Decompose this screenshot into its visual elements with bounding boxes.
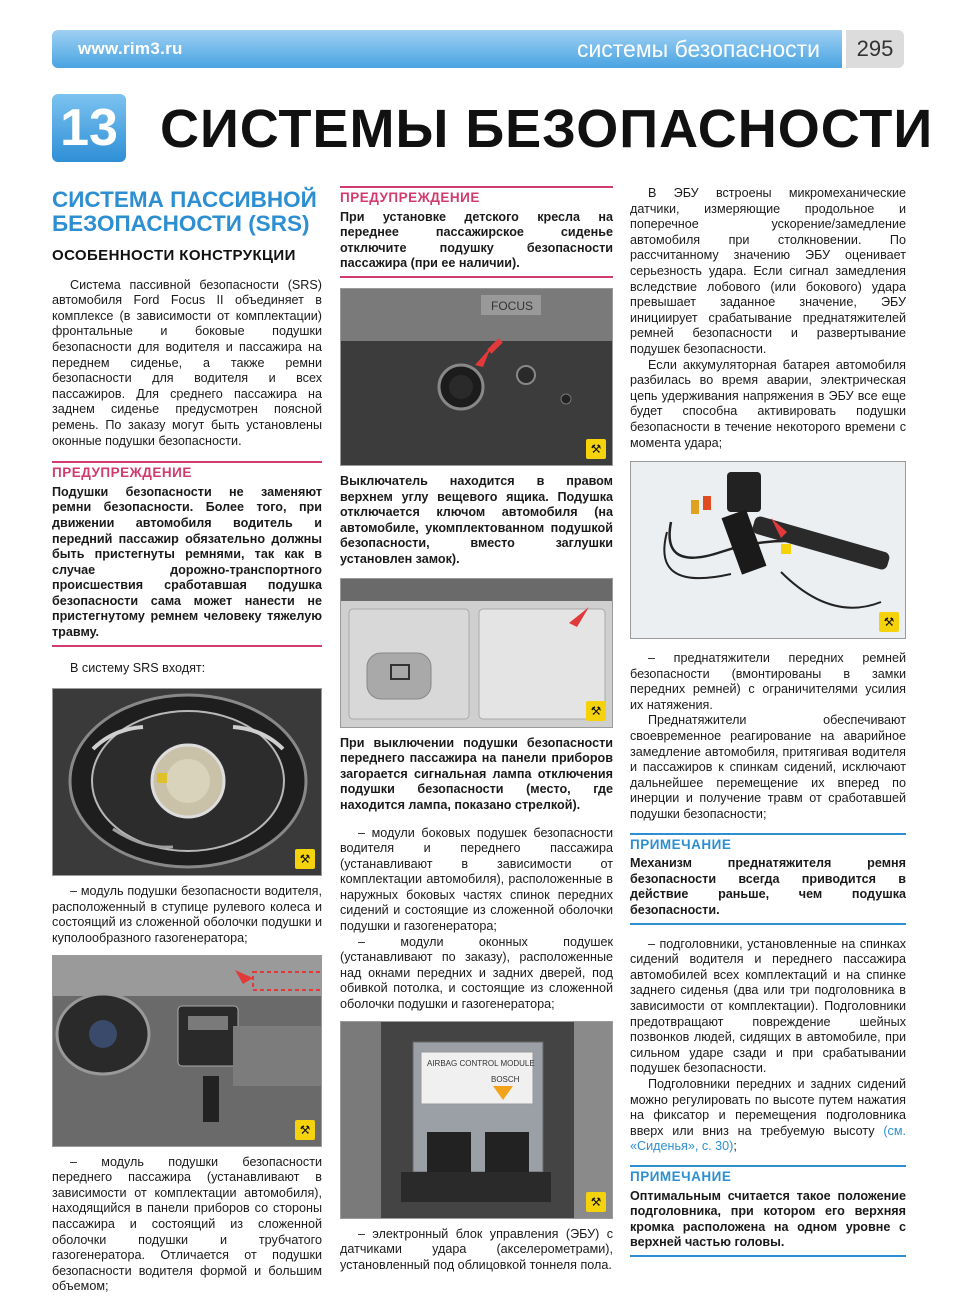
warning-label: ПРЕДУПРЕЖДЕНИЕ: [340, 190, 480, 205]
caption-airbag-lamp: При выключении подушки безопасности переднего пассажира на панели приборов загорается сигнальная лампа отключения подушки безопасности (место, где находится лампа, показано стрелкой).: [340, 735, 613, 812]
ecu-brand-text: BOSCH: [491, 1074, 520, 1084]
note-label: ПРИМЕЧАНИЕ: [630, 836, 732, 852]
headrest-adjust-end: ;: [733, 1139, 737, 1154]
photo-ecu: [340, 1021, 613, 1219]
wrench-icon: ⚒: [295, 849, 315, 869]
wrench-icon: ⚒: [879, 612, 899, 632]
glovebox-badge-text: FOCUS: [491, 298, 533, 313]
srs-includes-text: В систему SRS входят:: [70, 660, 206, 675]
ecu-label-text: AIRBAG CONTROL MODULE: [427, 1058, 535, 1068]
note-text: Оптимальным считается такое положение подголовника, при котором его верхняя кромка расположена на одном уровне с верхней частью головы.: [630, 1189, 906, 1257]
item-pretensioners: – преднатяжители передних ремней безопасности (вмонтированы в замки передних ремней) с ограничителями усилия их натяжения.: [630, 651, 906, 712]
section-heading: [52, 188, 322, 236]
item-headrests: – подголовники, установленные на спинках сидений водителя и переднего пассажира автомобилей всех комплектаций и на спинке заднего сиденья (два или три подголовника в зависимости от комплектации). Подголовники предотвращают повреждение шейных позвонков людей, сидящих в автомобиле, при сильном ударе сзади и при срабатывании подушек безопасности.: [630, 936, 906, 1076]
caption-airbag-switch: Выключатель находится в правом верхнем углу вещевого ящика. Подушка отключается ключом автомобиля (на автомобиле, укомплектованном подушкой безопасности, вместо заглушки установлен замок).: [340, 473, 613, 566]
photo-pretensioner: [630, 461, 906, 639]
photo-airbag-lamp: [340, 578, 613, 728]
wrench-icon: ⚒: [586, 439, 606, 459]
wrench-icon: ⚒: [295, 1120, 315, 1140]
headrest-adjust-text: Подголовники передних и задних сидений можно регулировать по высоте путем нажатия на фиксатор и перемещения подголовника вверх или вниз на требуемую высоту: [630, 1076, 906, 1138]
pretensioner-illustration: [631, 462, 906, 638]
ecu-illustration: [341, 1022, 613, 1218]
warning-text: При установке детского кресла на переднее пассажирское сиденье отключите подушку безопасности пассажира (при ее наличии).: [340, 210, 613, 278]
item-ecu: – электронный блок управления (ЭБУ) с датчиками удара (акселерометрами), установленный под облицовкой тоннеля пола.: [340, 1226, 613, 1272]
warning-box: [52, 461, 322, 647]
photo-airbag-switch: [340, 288, 613, 466]
item-driver-airbag: – модуль подушки безопасности водителя, расположенный в ступице рулевого колеса и состоящий из сложенной оболочки подушки и куполообразного газогенератора;: [52, 884, 322, 946]
site-url[interactable]: www.rim3.ru: [78, 39, 183, 58]
column-2: [340, 186, 613, 1273]
pretensioners-description: Преднатяжители обеспечивают своевременное реагирование на аварийное замедление автомобиля, притягивая водителя и пассажиров к спинкам сидений, исключают дальнейшее перемещение их вперед по инерции и получение травм от сработавшей подушки безопасности;: [630, 713, 906, 822]
photo-driver-airbag: [52, 688, 322, 876]
seats-reference-link[interactable]: (см. «Сиденья», с. 30): [630, 1123, 906, 1154]
note-box-pretensioner: [630, 833, 906, 925]
glovebox-switch-illustration: [341, 289, 613, 465]
ecu-description: В ЭБУ встроены микромеханические датчики, измеряющие продольное и поперечное ускорение/замедление автомобиля при столкновении. По рассчитанному значению ЭБУ оценивает серьезность удара. Если сигнал замедления вследствие лобового (или бокового) удара превышает заданное значение, ЭБУ инициирует срабатывание преднатяжителей ремней безопасности и развертывание подушек безопасности.: [630, 186, 906, 356]
chapter-number-badge: 13: [52, 94, 126, 162]
chapter-title: СИСТЕМЫ БЕЗОПАСНОСТИ: [160, 99, 934, 159]
item-side-airbags: – модули боковых подушек безопасности водителя и переднего пассажира (устанавливают в зависимости от комплектации автомобиля), расположенные в наружных боковых частях спинок передних сидений и состоящие из сложенной оболочки подушки и газогенератора;: [340, 825, 613, 934]
intro-paragraph: Система пассивной безопасности (SRS) автомобиля Ford Focus II объединяет в комплексе (в зависимости от комплектации) фронтальные и боковые подушки безопасности для водителя и пассажира на переднем сиденье, а также ремни безопасности для водителя и всех пассажиров. Для среднего пассажира на заднем сиденье предусмотрен поясной ремень. По заказу могут быть установлены оконные подушки безопасности.: [52, 277, 322, 448]
warning-box-child-seat: [340, 186, 613, 278]
item-window-airbags: – модули оконных подушек (устанавливают по заказу), расположенные над окнами передних и задних дверей, под обивкой потолка, и состоящие из сложенной оболочки подушки и газогенератора;: [340, 934, 613, 1012]
wrench-icon: ⚒: [586, 701, 606, 721]
headrest-adjust-paragraph: [630, 1077, 906, 1155]
section-heading-line-1: СИСТЕМА ПАССИВНОЙ: [52, 187, 317, 212]
section-heading-line-2: БЕЗОПАСНОСТИ (SRS): [52, 211, 310, 236]
dashboard-switch-panel-illustration: [341, 579, 613, 727]
warning-label: ПРЕДУПРЕЖДЕНИЕ: [52, 465, 192, 481]
warning-text: Подушки безопасности не заменяют ремни безопасности. Более того, при движении автомобиля водитель и передний пассажир обязательно должны быть пристегнуты ремнями, так как в случае дорожно-транспортного происшествия сработавшая подушка безопасности сама может нанести не пристегнутому ремнем человеку тяжелую травму.: [52, 485, 322, 647]
wrench-icon: ⚒: [586, 1192, 606, 1212]
photo-passenger-airbag: [52, 955, 322, 1147]
subsection-heading: ОСОБЕННОСТИ КОНСТРУКЦИИ: [52, 247, 296, 264]
steering-hub-illustration: [53, 689, 322, 875]
column-3: [630, 186, 906, 1257]
note-text: Механизм преднатяжителя ремня безопасности всегда приводится в действие раньше, чем подушка безопасности.: [630, 856, 906, 924]
page-number: 295: [846, 30, 904, 68]
battery-description: Если аккумуляторная батарея автомобиля разбилась во время аварии, электрическая цепь удерживания напряжения в ЭБУ все еще будет способна активировать подушки безопасности в течение некоторого времени с момента удара;: [630, 357, 906, 450]
note-label: ПРИМЕЧАНИЕ: [630, 1168, 732, 1184]
running-section-title: системы безопасности: [576, 36, 820, 62]
dashboard-illustration: [53, 956, 322, 1146]
note-box-headrest: [630, 1165, 906, 1257]
running-header: [52, 30, 842, 68]
column-1: [52, 186, 322, 1295]
item-passenger-airbag: – модуль подушки безопасности переднего пассажира (устанавливают в зависимости от комплектации автомобиля), находящийся в панели приборов со стороны пассажира и состоящий из сложенной оболочки подушки и трубчатого газогенератора. Отличается от подушки безопасности водителя формой и большим объемом;: [52, 1154, 322, 1294]
